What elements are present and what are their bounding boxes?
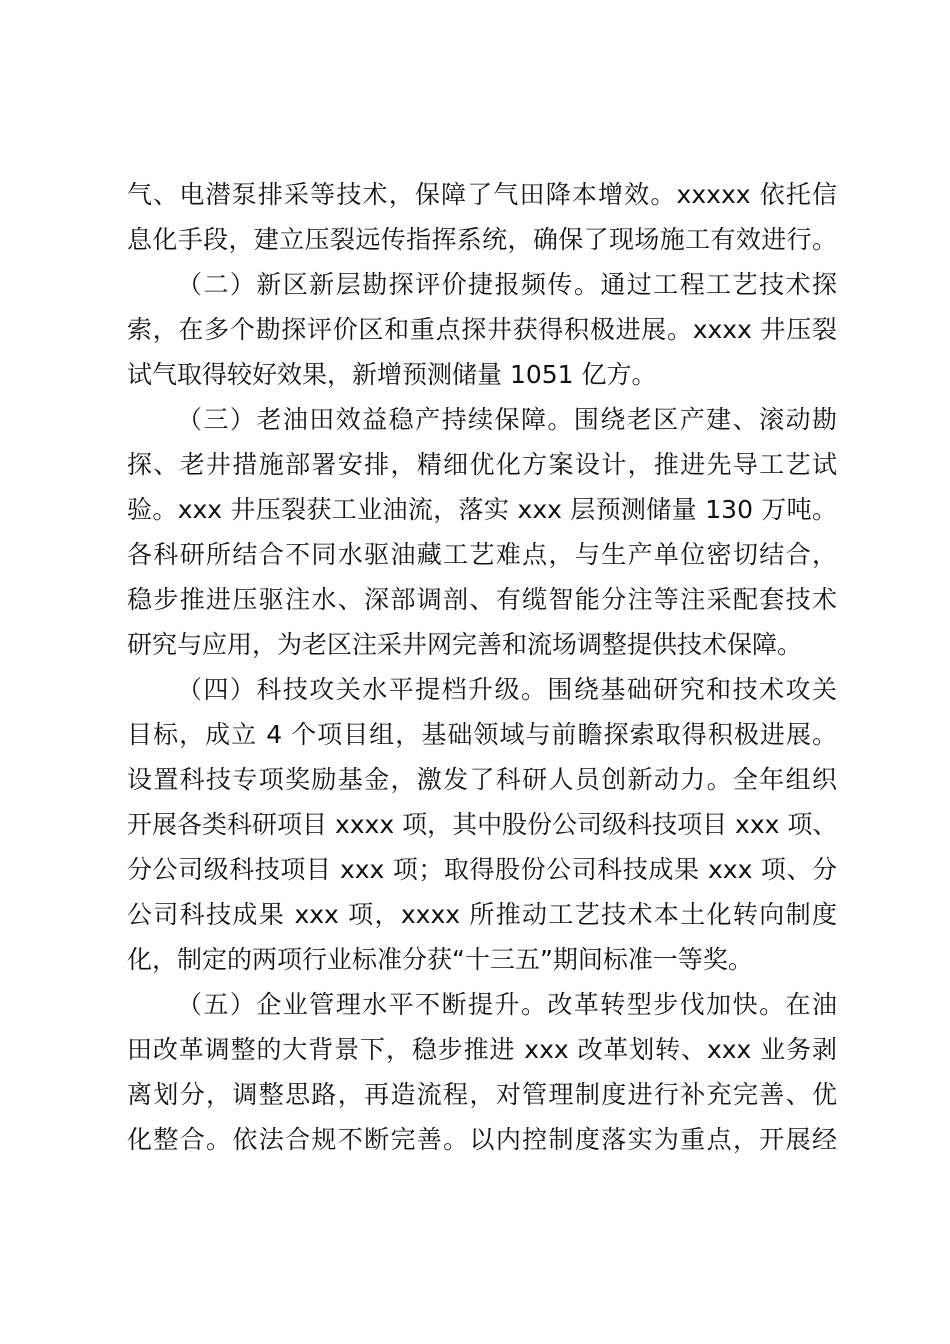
text-line: 试气取得较好效果，新增预测储量 1051 亿方。 <box>127 360 657 389</box>
text-line: 田改革调整的大背景下，稳步推进 xxx 改革划转、xxx 业务剥 <box>127 1035 837 1064</box>
text-line: 化，制定的两项行业标准分获“十三五”期间标准一等奖。 <box>127 945 753 974</box>
section-heading-line: （三）老油田效益稳产持续保障。围绕老区产建、滚动勘 <box>177 405 837 434</box>
text-line: 开展各类科研项目 xxxx 项，其中股份公司级科技项目 xxx 项、 <box>127 810 837 839</box>
section-heading-line: （二）新区新层勘探评价捷报频传。通过工程工艺技术探 <box>177 270 837 299</box>
text-line: 探、老井措施部署安排，精细优化方案设计，推进先导工艺试 <box>127 450 837 479</box>
text-line: 各科研所结合不同水驱油藏工艺难点，与生产单位密切结合， <box>127 540 837 569</box>
text-line: 设置科技专项奖励基金，激发了科研人员创新动力。全年组织 <box>127 765 837 794</box>
text-line: 离划分，调整思路，再造流程，对管理制度进行补充完善、优 <box>127 1080 837 1109</box>
section-heading-line: （五）企业管理水平不断提升。改革转型步伐加快。在油 <box>177 990 837 1019</box>
text-line: 化整合。依法合规不断完善。以内控制度落实为重点，开展经 <box>127 1125 837 1154</box>
text-line: 分公司级科技项目 xxx 项；取得股份公司科技成果 xxx 项、分 <box>127 855 837 884</box>
text-line: 稳步推进压驱注水、深部调剖、有缆智能分注等注采配套技术 <box>127 585 837 614</box>
text-line: 气、电潜泵排采等技术，保障了气田降本增效。xxxxx 依托信 <box>127 180 837 209</box>
text-line: 研究与应用，为老区注采井网完善和流场调整提供技术保障。 <box>127 630 803 659</box>
text-line: 验。xxx 井压裂获工业油流，落实 xxx 层预测储量 130 万吨。 <box>127 495 837 524</box>
text-line: 目标，成立 4 个项目组，基础领域与前瞻探索取得积极进展。 <box>127 720 837 749</box>
text-line: 息化手段，建立压裂远传指挥系统，确保了现场施工有效进行。 <box>127 225 837 254</box>
section-heading-line: （四）科技攻关水平提档升级。围绕基础研究和技术攻关 <box>177 675 837 704</box>
text-line: 索，在多个勘探评价区和重点探井获得积极进展。xxxx 井压裂 <box>127 315 837 344</box>
text-line: 公司科技成果 xxx 项，xxxx 所推动工艺技术本土化转向制度 <box>127 900 837 929</box>
